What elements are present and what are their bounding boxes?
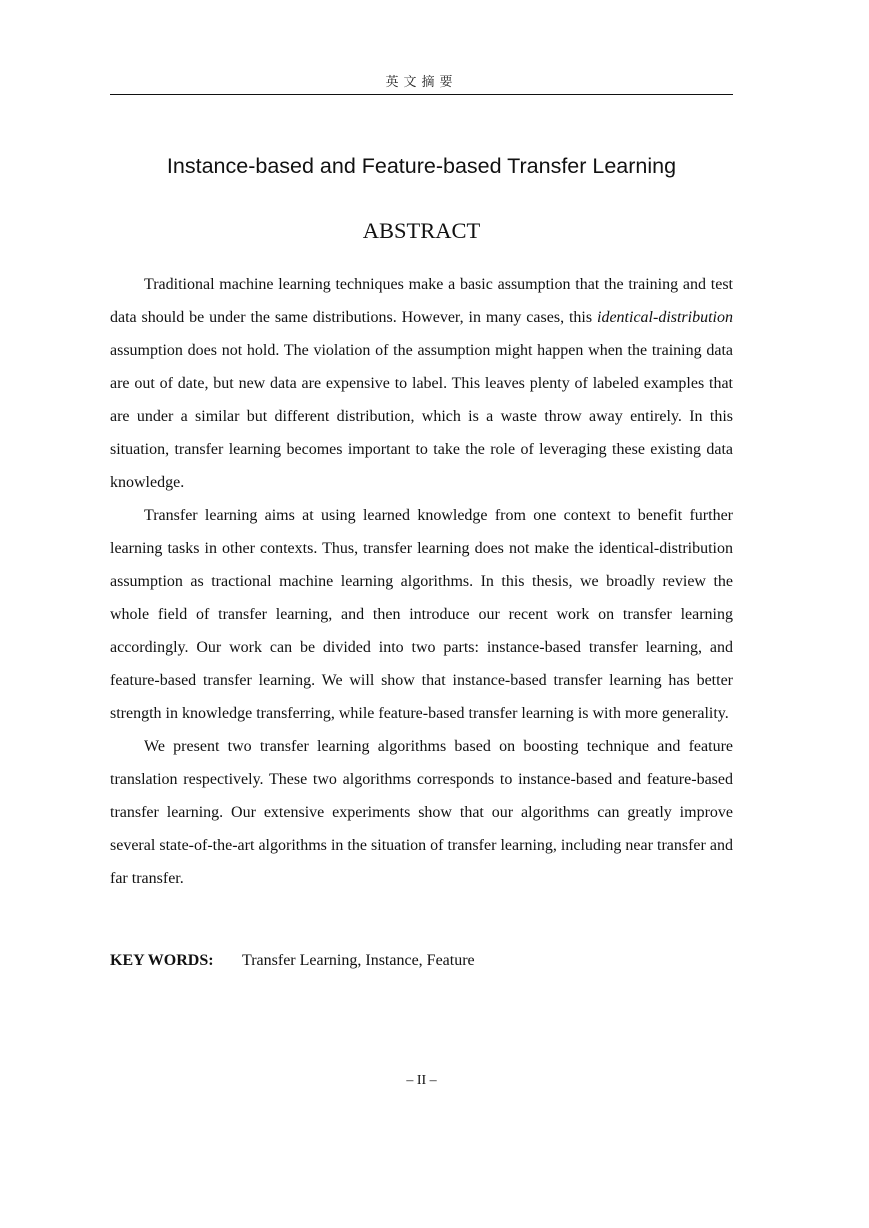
keywords-line: [110, 947, 733, 975]
abstract-paragraph-2: Transfer learning aims at using learned knowledge from one context to benefit further learning tasks in other contexts. Thus, transfer learning does not make the identical-distribution assumption as tractional machine learning algorithms. In this thesis, we broadly review the whole field of transfer learning, and then introduce our recent work on transfer learning accordingly. Our work can be divided into two parts: instance-based transfer learning, and feature-based transfer learning. We will show that instance-based transfer learning has better strength in knowledge transferring, while feature-based transfer learning is with more generality.: [110, 507, 733, 722]
running-header: 英文摘要: [385, 75, 458, 90]
italic-term: identical-distribution: [597, 309, 733, 326]
abstract-paragraph-3: We present two transfer learning algorithms based on boosting technique and feature translation respectively. These two algorithms corresponds to instance-based and feature-based transfer learning. Our extensive experiments show that our algorithms can greatly improve several state-of-the-art algorithms in the situation of transfer learning, including near transfer and far transfer.: [110, 738, 733, 887]
header-rule: [110, 94, 733, 95]
abstract-paragraph-1-text-end: assumption does not hold. The violation of the assumption might happen when the training data are out of date, but new data are expensive to label. This leaves plenty of labeled examples that are under a similar but different distribution, which is a waste throw away entirely. In this situation, transfer learning becomes important to take the role of leveraging these existing data knowledge.: [110, 342, 733, 491]
thesis-title: Instance-based and Feature-based Transfer Learning: [166, 154, 677, 178]
keywords-label: KEY WORDS:: [110, 952, 214, 969]
abstract-body: [110, 268, 733, 895]
abstract-paragraph-1: [110, 268, 733, 499]
abstract-heading: ABSTRACT: [362, 218, 481, 243]
abstract-paragraph-1-text-start: Traditional machine learning techniques make a basic assumption that the training and test data should be under the same distributions. However, in many cases, this: [110, 276, 733, 326]
page-number: – II –: [406, 1073, 437, 1088]
keywords-value: Transfer Learning, Instance, Feature: [242, 952, 475, 969]
